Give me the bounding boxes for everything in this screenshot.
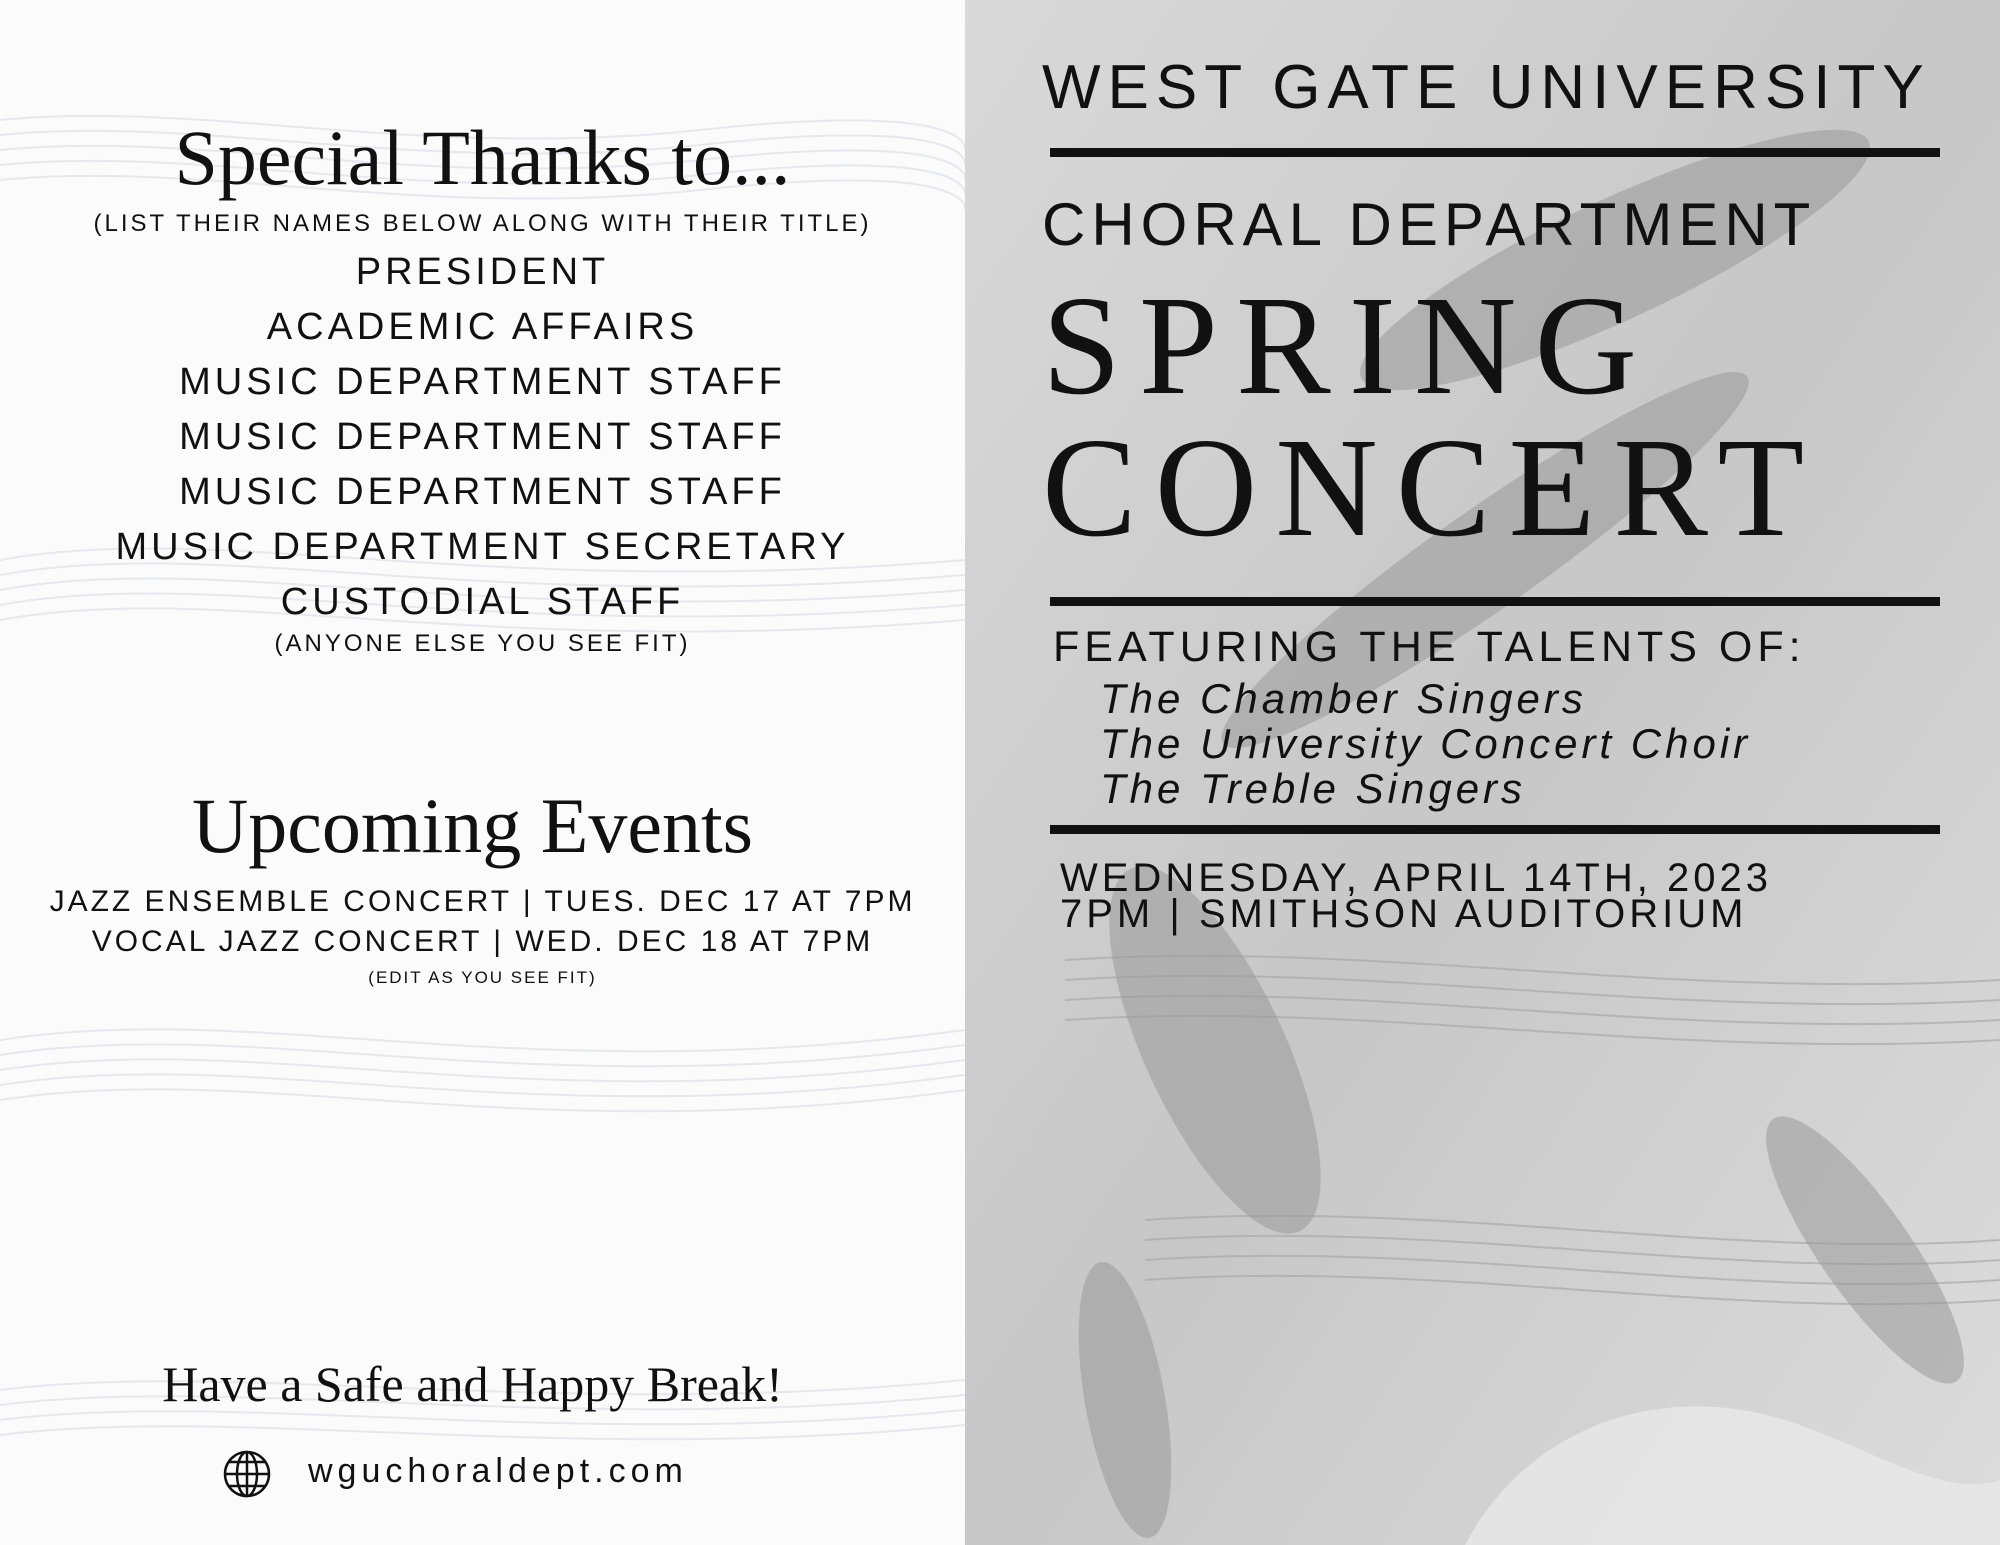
thanks-footnote: (ANYONE ELSE YOU SEE FIT) [274, 630, 691, 657]
featuring-label: FEATURING THE TALENTS OF: [1053, 623, 1806, 671]
concert-date: WEDNESDAY, APRIL 14TH, 2023 [1060, 856, 1772, 900]
thanks-note: (LIST THEIR NAMES BELOW ALONG WITH THEIR TITLE) [93, 210, 872, 237]
events-heading: Upcoming Events [191, 782, 754, 869]
thanks-item: ACADEMIC AFFAIRS [266, 306, 699, 348]
thanks-heading: Special Thanks to... [174, 114, 791, 201]
thanks-item: MUSIC DEPARTMENT STAFF [179, 361, 786, 403]
ensemble-item: The Treble Singers [1100, 765, 1527, 812]
thanks-item: MUSIC DEPARTMENT STAFF [179, 416, 786, 458]
department-name: CHORAL DEPARTMENT [1042, 191, 1817, 258]
right-panel [965, 0, 2000, 1545]
thanks-list [0, 245, 965, 630]
concert-title-line2: CONCERT [1042, 408, 1823, 566]
events-note: (EDIT AS YOU SEE FIT) [368, 968, 597, 987]
university-name: WEST GATE UNIVERSITY [1042, 53, 1931, 122]
ensemble-item: The Chamber Singers [1100, 675, 1587, 722]
website-link[interactable]: wguchoraldept.com [308, 1452, 688, 1490]
divider [1050, 148, 1940, 157]
thanks-item: MUSIC DEPARTMENT SECRETARY [115, 526, 850, 568]
divider [1050, 597, 1940, 606]
closing-message: Have a Safe and Happy Break! [162, 1356, 783, 1412]
thanks-item: MUSIC DEPARTMENT STAFF [179, 471, 786, 513]
event-item: VOCAL JAZZ CONCERT | WED. DEC 18 AT 7PM [91, 925, 874, 958]
thanks-item: CUSTODIAL STAFF [280, 581, 685, 623]
globe-icon [222, 1449, 272, 1499]
divider [1050, 825, 1940, 834]
ensemble-item: The University Concert Choir [1100, 720, 1752, 767]
thanks-item: PRESIDENT [355, 251, 610, 293]
event-item: JAZZ ENSEMBLE CONCERT | TUES. DEC 17 AT 7PM [49, 885, 916, 918]
concert-title-line1: SPRING [1042, 266, 1656, 424]
concert-time-place: 7PM | SMITHSON AUDITORIUM [1060, 892, 1748, 936]
left-panel [0, 0, 965, 1545]
